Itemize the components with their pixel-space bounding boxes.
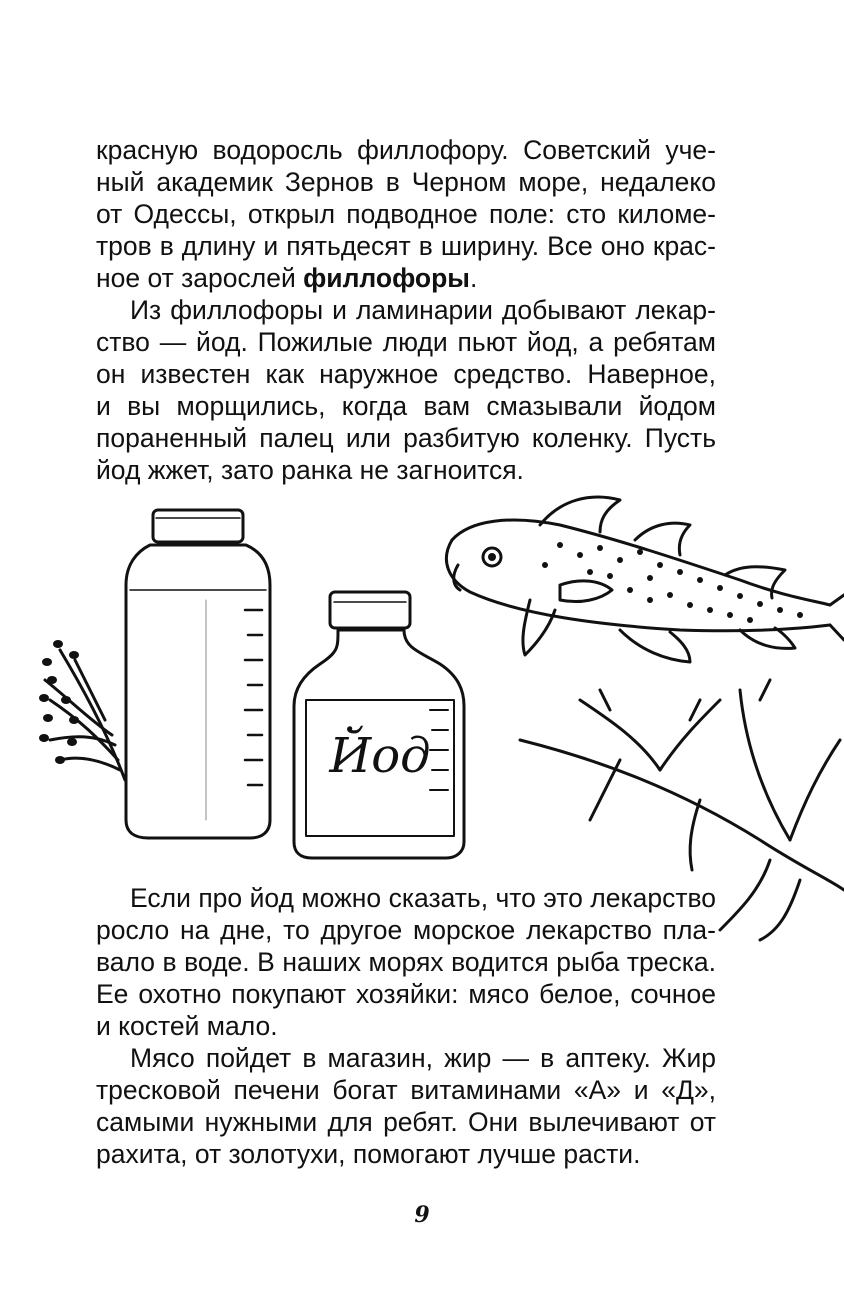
text-line: Мясо пойдет в магазин, жир — в аптеку. Жир — [130, 1043, 716, 1073]
text-line: ство — йод. Пожилые люди пьют йод, а ребятам — [96, 327, 716, 357]
text-line: красную водоросль филлофору. Советский уче- — [96, 135, 716, 165]
sprig-illustration — [39, 640, 125, 780]
fish-illustration — [446, 497, 844, 662]
text-line: тресковой печени богат витаминами «А» и «Д», — [96, 1075, 716, 1105]
text-line: самыми нужными для ребят. Они вылечивают от — [96, 1107, 716, 1137]
bottle-label: Йод — [329, 728, 431, 784]
text-fragment: . — [469, 263, 478, 293]
text-line: ный академик Зернов в Черном море, недалеко — [96, 167, 716, 197]
page-number: 9 — [414, 1202, 430, 1228]
bold-term: филлофоры — [303, 263, 470, 293]
large-bottle-illustration — [126, 510, 270, 838]
text-line: вало в воде. В наших морях водится рыба треска. — [96, 947, 716, 977]
text-line: он известен как наружное средство. Наверное, — [96, 359, 716, 389]
text-line: тров в длину и пятьдесят в ширину. Все оно крас- — [96, 231, 716, 261]
text-line: и вы морщились, когда вам смазывали йодом — [96, 391, 716, 421]
text-line: Из филлофоры и ламинарии добывают лекар- — [130, 295, 716, 325]
text-line: Если про йод можно сказать, что это лекарство — [130, 883, 716, 913]
iodine-bottle-illustration — [294, 592, 464, 858]
text-line: рахита, от золотухи, помогают лучше расти. — [96, 1139, 641, 1169]
text-line: от Одессы, открыл подводное поле: сто киломе- — [96, 199, 716, 229]
text-line: Ее охотно покупают хозяйки: мясо белое, сочное — [96, 979, 716, 1009]
text-line: росло на дне, то другое морское лекарство пла- — [96, 915, 716, 945]
text-fragment: ное от зарослей — [96, 263, 304, 293]
text-line: и костей мало. — [96, 1011, 278, 1041]
text-line: йод жжет, зато ранка не загноится. — [96, 455, 524, 485]
text-line: пораненный палец или разбитую коленку. Пусть — [96, 423, 716, 453]
